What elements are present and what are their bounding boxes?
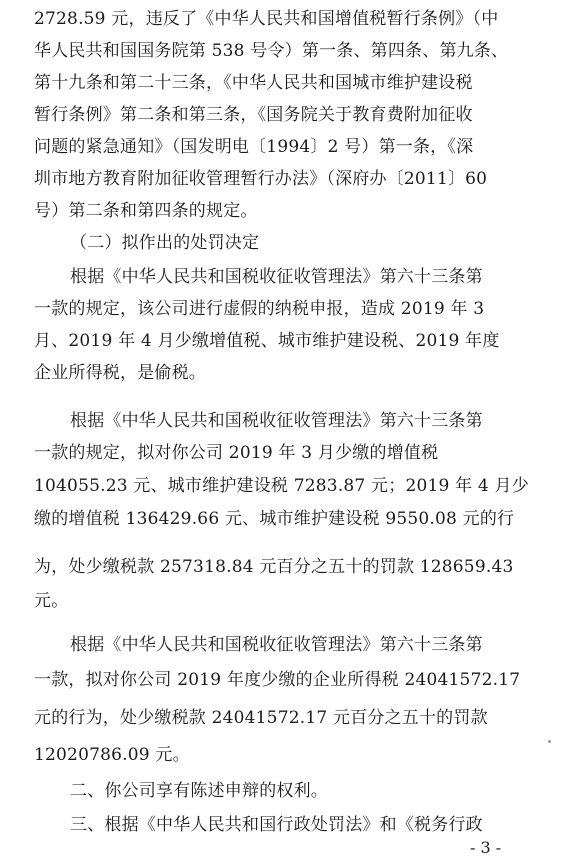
section-heading: （二）拟作出的处罚决定 (70, 233, 260, 253)
text-line: 圳市地方教育附加征收管理暂行办法》（深府办〔2011〕60 (34, 169, 488, 189)
text-line: 104055.23 元、城市维护建设税 7283.87 元；2019 年 4 月少 (34, 476, 529, 496)
text-line: 一款的规定，拟对你公司 2019 年 3 月少缴的增值税 (34, 443, 439, 463)
text-line: 为，处少缴税款 257318.84 元百分之五十的罚款 128659.43 (34, 557, 514, 577)
text-line: 根据《中华人民共和国税收征收管理法》第六十三条第 (70, 267, 483, 287)
text-line: 缴的增值税 136429.66 元、城市维护建设税 9550.08 元的行 (34, 509, 515, 529)
text-line: 暂行条例》第二条和第三条，《国务院关于教育费附加征收 (34, 105, 473, 125)
text-line: 12020786.09 元。 (34, 745, 190, 765)
text-line: 一款，拟对你公司 2019 年度少缴的企业所得税 24041572.17 (34, 670, 521, 690)
text-line: 2728.59 元，违反了《中华人民共和国增值税暂行条例》（中 (34, 9, 499, 29)
text-line: 元。 (34, 591, 69, 611)
text-line: 三、根据《中华人民共和国行政处罚法》和《税务行政 (70, 815, 483, 835)
text-line: 问题的紧急通知》（国发明电〔1994〕2 号）第一条，《深 (34, 137, 474, 157)
text-line: 根据《中华人民共和国税收征收管理法》第六十三条第 (70, 635, 483, 655)
text-line: 二、你公司享有陈述申辩的权利。 (70, 781, 328, 801)
text-line: 第十九条和第二十三条，《中华人民共和国城市维护建设税 (34, 73, 473, 93)
text-line: 根据《中华人民共和国税收征收管理法》第六十三条第 (70, 411, 483, 431)
text-line: 企业所得税，是偷税。 (34, 363, 206, 383)
text-line: 元的行为，处少缴税款 24041572.17 元百分之五十的罚款 (34, 708, 488, 728)
text-line: 华人民共和国国务院第 538 号令）第一条、第四条、第九条、 (34, 41, 509, 61)
text-line: 月、2019 年 4 月少缴增值税、城市维护建设税、2019 年度 (34, 331, 500, 351)
text-line: 一款的规定，该公司进行虚假的纳税申报，造成 2019 年 3 (34, 299, 485, 319)
scan-speck (548, 740, 551, 743)
text-line: 号）第二条和第四条的规定。 (34, 201, 258, 221)
page-number: - 3 - (470, 838, 502, 857)
